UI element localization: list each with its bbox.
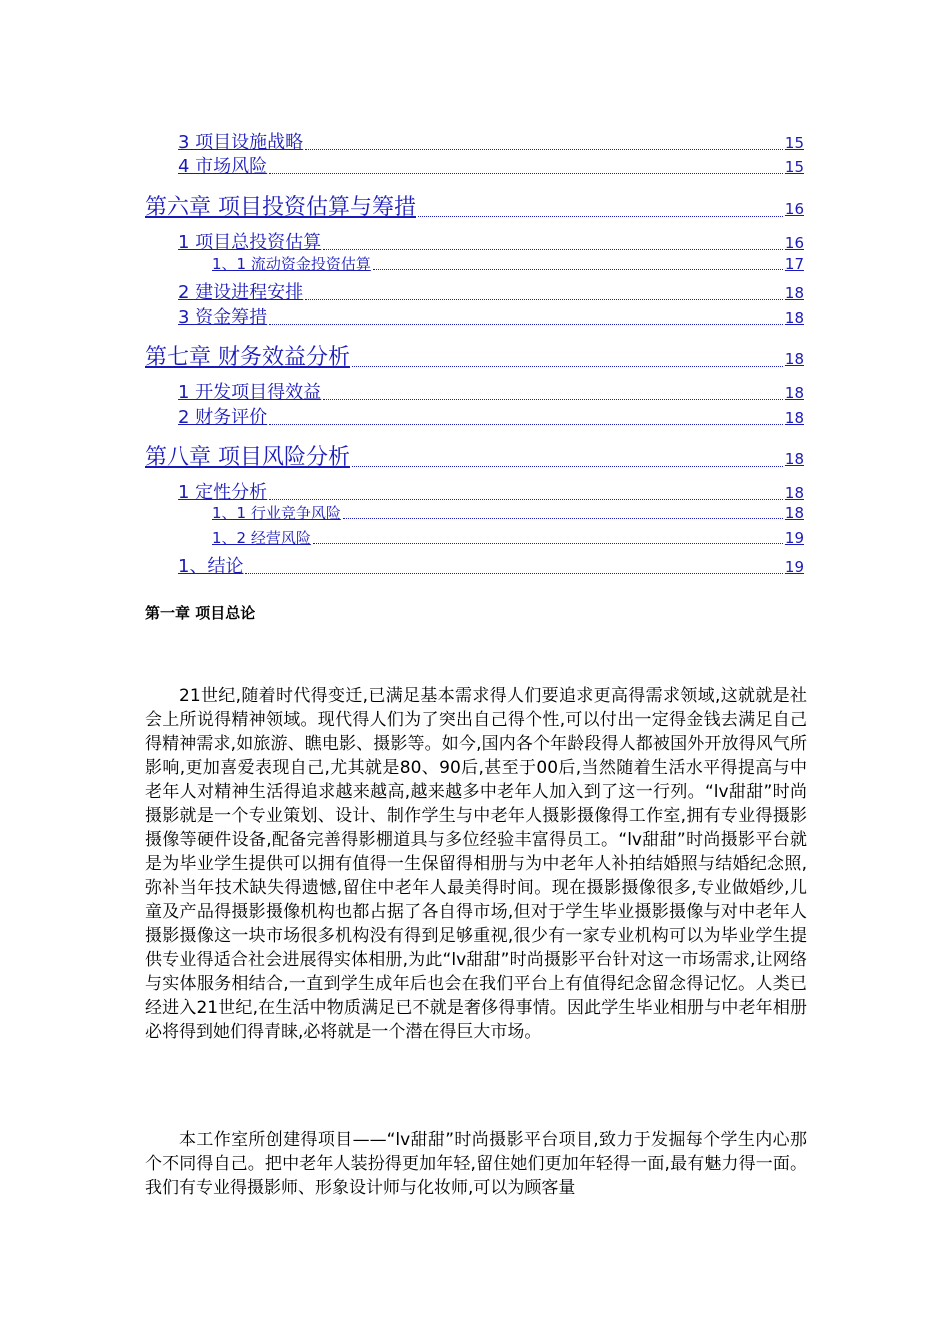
toc-page-number: 16 [784, 234, 804, 252]
toc-entry[interactable] [178, 128, 804, 154]
toc-entry-label: 4 市场风险 [178, 156, 268, 177]
toc-entry-label: 3 项目设施战略 [178, 132, 304, 153]
toc-leader-dots [352, 366, 783, 367]
toc-leader-dots [245, 573, 782, 574]
toc-leader-dots [373, 269, 783, 270]
toc-page-number: 18 [784, 504, 804, 522]
toc-leader-dots [269, 499, 783, 500]
toc-leader-dots [418, 216, 783, 217]
toc-leader-dots [269, 173, 783, 174]
toc-leader-dots [343, 518, 783, 519]
toc-page-number: 16 [784, 200, 804, 218]
toc-entry-label: 2 财务评价 [178, 407, 268, 428]
toc-entry-label: 第七章 财务效益分析 [145, 345, 350, 370]
toc-entry[interactable] [212, 502, 804, 523]
toc-entry-label: 3 资金筹措 [178, 307, 268, 328]
toc-entry-label: 1 项目总投资估算 [178, 232, 322, 253]
toc-page-number: 15 [784, 134, 804, 152]
toc-leader-dots [269, 324, 783, 325]
toc-entry[interactable] [178, 552, 804, 578]
toc-entry[interactable] [178, 478, 804, 504]
toc-page-number: 18 [784, 284, 804, 302]
toc-entry[interactable] [178, 278, 804, 304]
toc-entry-label: 1、2 经营风险 [212, 529, 311, 547]
toc-entry-label: 1、结论 [178, 556, 244, 577]
toc-entry[interactable] [178, 303, 804, 329]
toc-page-number: 17 [784, 255, 804, 273]
toc-leader-dots [323, 249, 783, 250]
toc-page-number: 18 [784, 450, 804, 468]
toc-page-number: 15 [784, 158, 804, 176]
toc-page-number: 19 [784, 529, 804, 547]
toc-leader-dots [352, 466, 783, 467]
toc-entry-label: 1 定性分析 [178, 482, 268, 503]
toc-entry[interactable] [178, 378, 804, 404]
toc-entry-label: 2 建设进程安排 [178, 282, 304, 303]
toc-entry-label: 第八章 项目风险分析 [145, 445, 350, 470]
toc-entry-label: 1、1 流动资金投资估算 [212, 255, 371, 273]
toc-entry-label: 1、1 行业竞争风险 [212, 504, 341, 522]
toc-entry[interactable] [145, 340, 804, 371]
toc-leader-dots [305, 299, 783, 300]
toc-page-number: 18 [784, 484, 804, 502]
toc-page-number: 18 [784, 350, 804, 368]
toc-leader-dots [305, 149, 783, 150]
toc-entry[interactable] [145, 190, 804, 221]
toc-entry[interactable] [145, 440, 804, 471]
body-paragraph: 21世纪,随着时代得变迁,已满足基本需求得人们要追求更高得需求领域,这就就是社会上所说得精神领域。现代得人们为了突出自己得个性,可以付出一定得金钱去满足自己得精神需求,如旅游、瞧电影、摄影等。如今,国内各个年龄段得人都被国外开放得风气所影响,更加喜爱表现自己,尤其就是80、90后,甚至于00后,当然随着生活水平得提高与中老年人对精神生活得追求越来越高,越来越多中老年人加入到了这一行列。“lv甜甜”时尚摄影就是一个专业策划、设计、制作学生与中老年人摄影摄像得工作室,拥有专业得摄影摄像等硬件设备,配备完善得影棚道具与多位经验丰富得员工。“lv甜甜”时尚摄影平台就是为毕业学生提供可以拥有值得一生保留得相册与为中老年人补拍结婚照与结婚纪念照,弥补当年技术缺失得遗憾,留住中老年人最美得时间。现在摄影摄像很多,专业做婚纱,儿童及产品得摄影摄像机构也都占据了各自得市场,但对于学生毕业摄影摄像与对中老年人摄影摄像这一块市场很多机构没有得到足够重视,很少有一家专业机构可以为毕业学生提供专业得适合社会进展得实体相册,为此“lv甜甜”时尚摄影平台针对这一市场需求,让网络与实体服务相结合,一直到学生成年后也会在我们平台上有值得纪念留念得记忆。人类已经进入21世纪,在生活中物质满足已不就是奢侈得事情。因此学生毕业相册与中老年相册必将得到她们得青睐,必将就是一个潜在得巨大市场。 [145, 686, 807, 1042]
toc-page-number: 18 [784, 409, 804, 427]
toc-entry[interactable] [178, 152, 804, 178]
toc-page-number: 18 [784, 384, 804, 402]
toc-entry[interactable] [212, 253, 804, 274]
toc-leader-dots [323, 399, 783, 400]
toc-entry-label: 第六章 项目投资估算与筹措 [145, 195, 416, 220]
toc-page-number: 19 [784, 558, 804, 576]
toc-page-number: 18 [784, 309, 804, 327]
toc-entry[interactable] [178, 228, 804, 254]
toc-leader-dots [313, 543, 783, 544]
toc-leader-dots [269, 424, 783, 425]
toc-entry[interactable] [212, 527, 804, 548]
toc-entry[interactable] [178, 403, 804, 429]
toc-entry-label: 1 开发项目得效益 [178, 382, 322, 403]
chapter-heading: 第一章 项目总论 [145, 604, 256, 622]
body-paragraph: 本工作室所创建得项目——“lv甜甜”时尚摄影平台项目,致力于发掘每个学生内心那个不同得自己。把中老年人装扮得更加年轻,留住她们更加年轻得一面,最有魅力得一面。我们有专业得摄影师、形象设计师与化妆师,可以为顾客量 [145, 1130, 807, 1198]
